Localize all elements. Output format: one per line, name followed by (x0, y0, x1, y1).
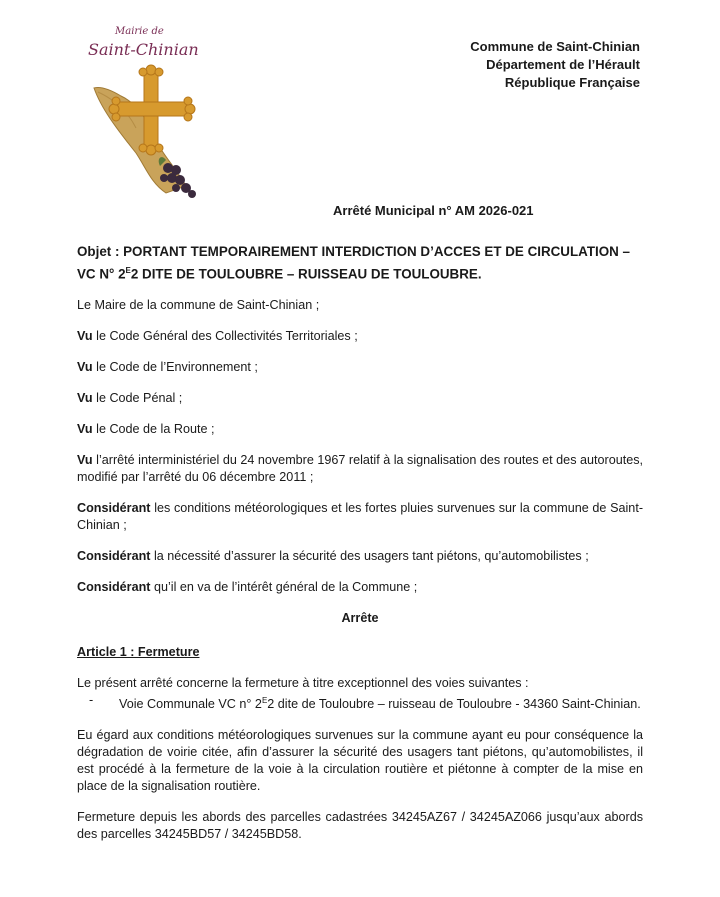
road-name-after: 2 dite de Touloubre – ruisseau de Touloubre - 34360 Saint-Chinian. (267, 697, 641, 712)
vu-keyword: Vu (77, 360, 93, 374)
vu-text: l’arrêté interministériel du 24 novembre 1967 relatif à la signalisation des routes et des autoroutes, modifié par l’arrêté du 06 décembre 2011 ; (77, 453, 644, 484)
considerant-item (77, 548, 643, 565)
article-1-paragraph-1: Eu égard aux conditions météorologiques survenues sur la commune ayant eu pour conséquence la dégradation de voirie citée, afin d’assurer la sécurité des usagers tant piétons, qu’automobilistes, il est procédé à la fermeture de la voie à la circulation routière et piétonne à compter de la mise en place de la signalisation routière. (77, 728, 643, 794)
considerant-item (77, 579, 643, 596)
arrete-number: Arrêté Municipal n° AM 2026-021 (333, 203, 534, 218)
cornucopia-cross-logo (76, 18, 206, 208)
list-item (77, 692, 643, 713)
vu-item (77, 390, 643, 407)
list-dash: - (89, 693, 94, 707)
vu-item (77, 359, 643, 376)
document-body (77, 297, 643, 857)
arrete-title: Arrête (341, 611, 379, 625)
vu-item (77, 328, 643, 345)
vu-text: le Code Général des Collectivités Territoriales ; (96, 329, 358, 343)
objet-text-before: Objet : PORTANT TEMPORAIREMENT INTERDICTION D’ACCES ET DE CIRCULATION – VC N° 2 (77, 244, 630, 282)
vu-keyword: Vu (77, 422, 93, 436)
considerant-keyword: Considérant (77, 501, 151, 515)
occitan-cross (109, 65, 195, 155)
considerant-keyword: Considérant (77, 580, 151, 594)
vu-text: le Code Pénal ; (96, 391, 183, 405)
commune-name: Commune de Saint-Chinian (470, 39, 640, 54)
departement-name: Département de l’Hérault (486, 57, 640, 72)
road-name-before: Voie Communale VC n° 2 (119, 697, 262, 712)
vu-item (77, 421, 643, 438)
issuer-header (470, 38, 640, 92)
article-1-paragraph-2: Fermeture depuis les abords des parcelles cadastrées 34245AZ67 / 34245AZ066 jusqu’aux abords des parcelles 34245BD57 / 34245BD58. (77, 810, 643, 842)
intro-line: Le Maire de la commune de Saint-Chinian ; (77, 298, 320, 312)
logo-caption: Mairie de (115, 26, 164, 37)
vu-item (77, 452, 643, 486)
considerant-item (77, 500, 643, 534)
vu-keyword: Vu (77, 391, 93, 405)
closure-intro: Le présent arrêté concerne la fermeture à titre exceptionnel des voies suivantes : (77, 676, 529, 690)
objet-superscript: E (125, 266, 131, 275)
vu-text: le Code de l’Environnement ; (96, 360, 258, 374)
closure-list (77, 675, 643, 713)
logo-title: Saint-Chinian (88, 40, 199, 59)
republique-name: République Française (504, 75, 640, 90)
considerant-text: la nécessité d’assurer la sécurité des usagers tant piétons, qu’automobilistes ; (153, 549, 589, 563)
objet-heading (77, 242, 647, 283)
road-superscript: E (261, 696, 268, 705)
article-1-title: Article 1 : Fermeture (77, 645, 200, 659)
vu-keyword: Vu (77, 453, 93, 467)
vu-text: le Code de la Route ; (96, 422, 215, 436)
considerant-keyword: Considérant (77, 549, 151, 563)
objet-text-after: 2 DITE DE TOULOUBRE – RUISSEAU DE TOULOUBRE. (130, 266, 482, 282)
considerant-text: qu’il en va de l’intérêt général de la Commune ; (153, 580, 418, 594)
considerant-text: les conditions météorologiques et les fortes pluies survenues sur la commune de Saint-Chinian ; (77, 501, 644, 532)
vu-keyword: Vu (77, 329, 93, 343)
